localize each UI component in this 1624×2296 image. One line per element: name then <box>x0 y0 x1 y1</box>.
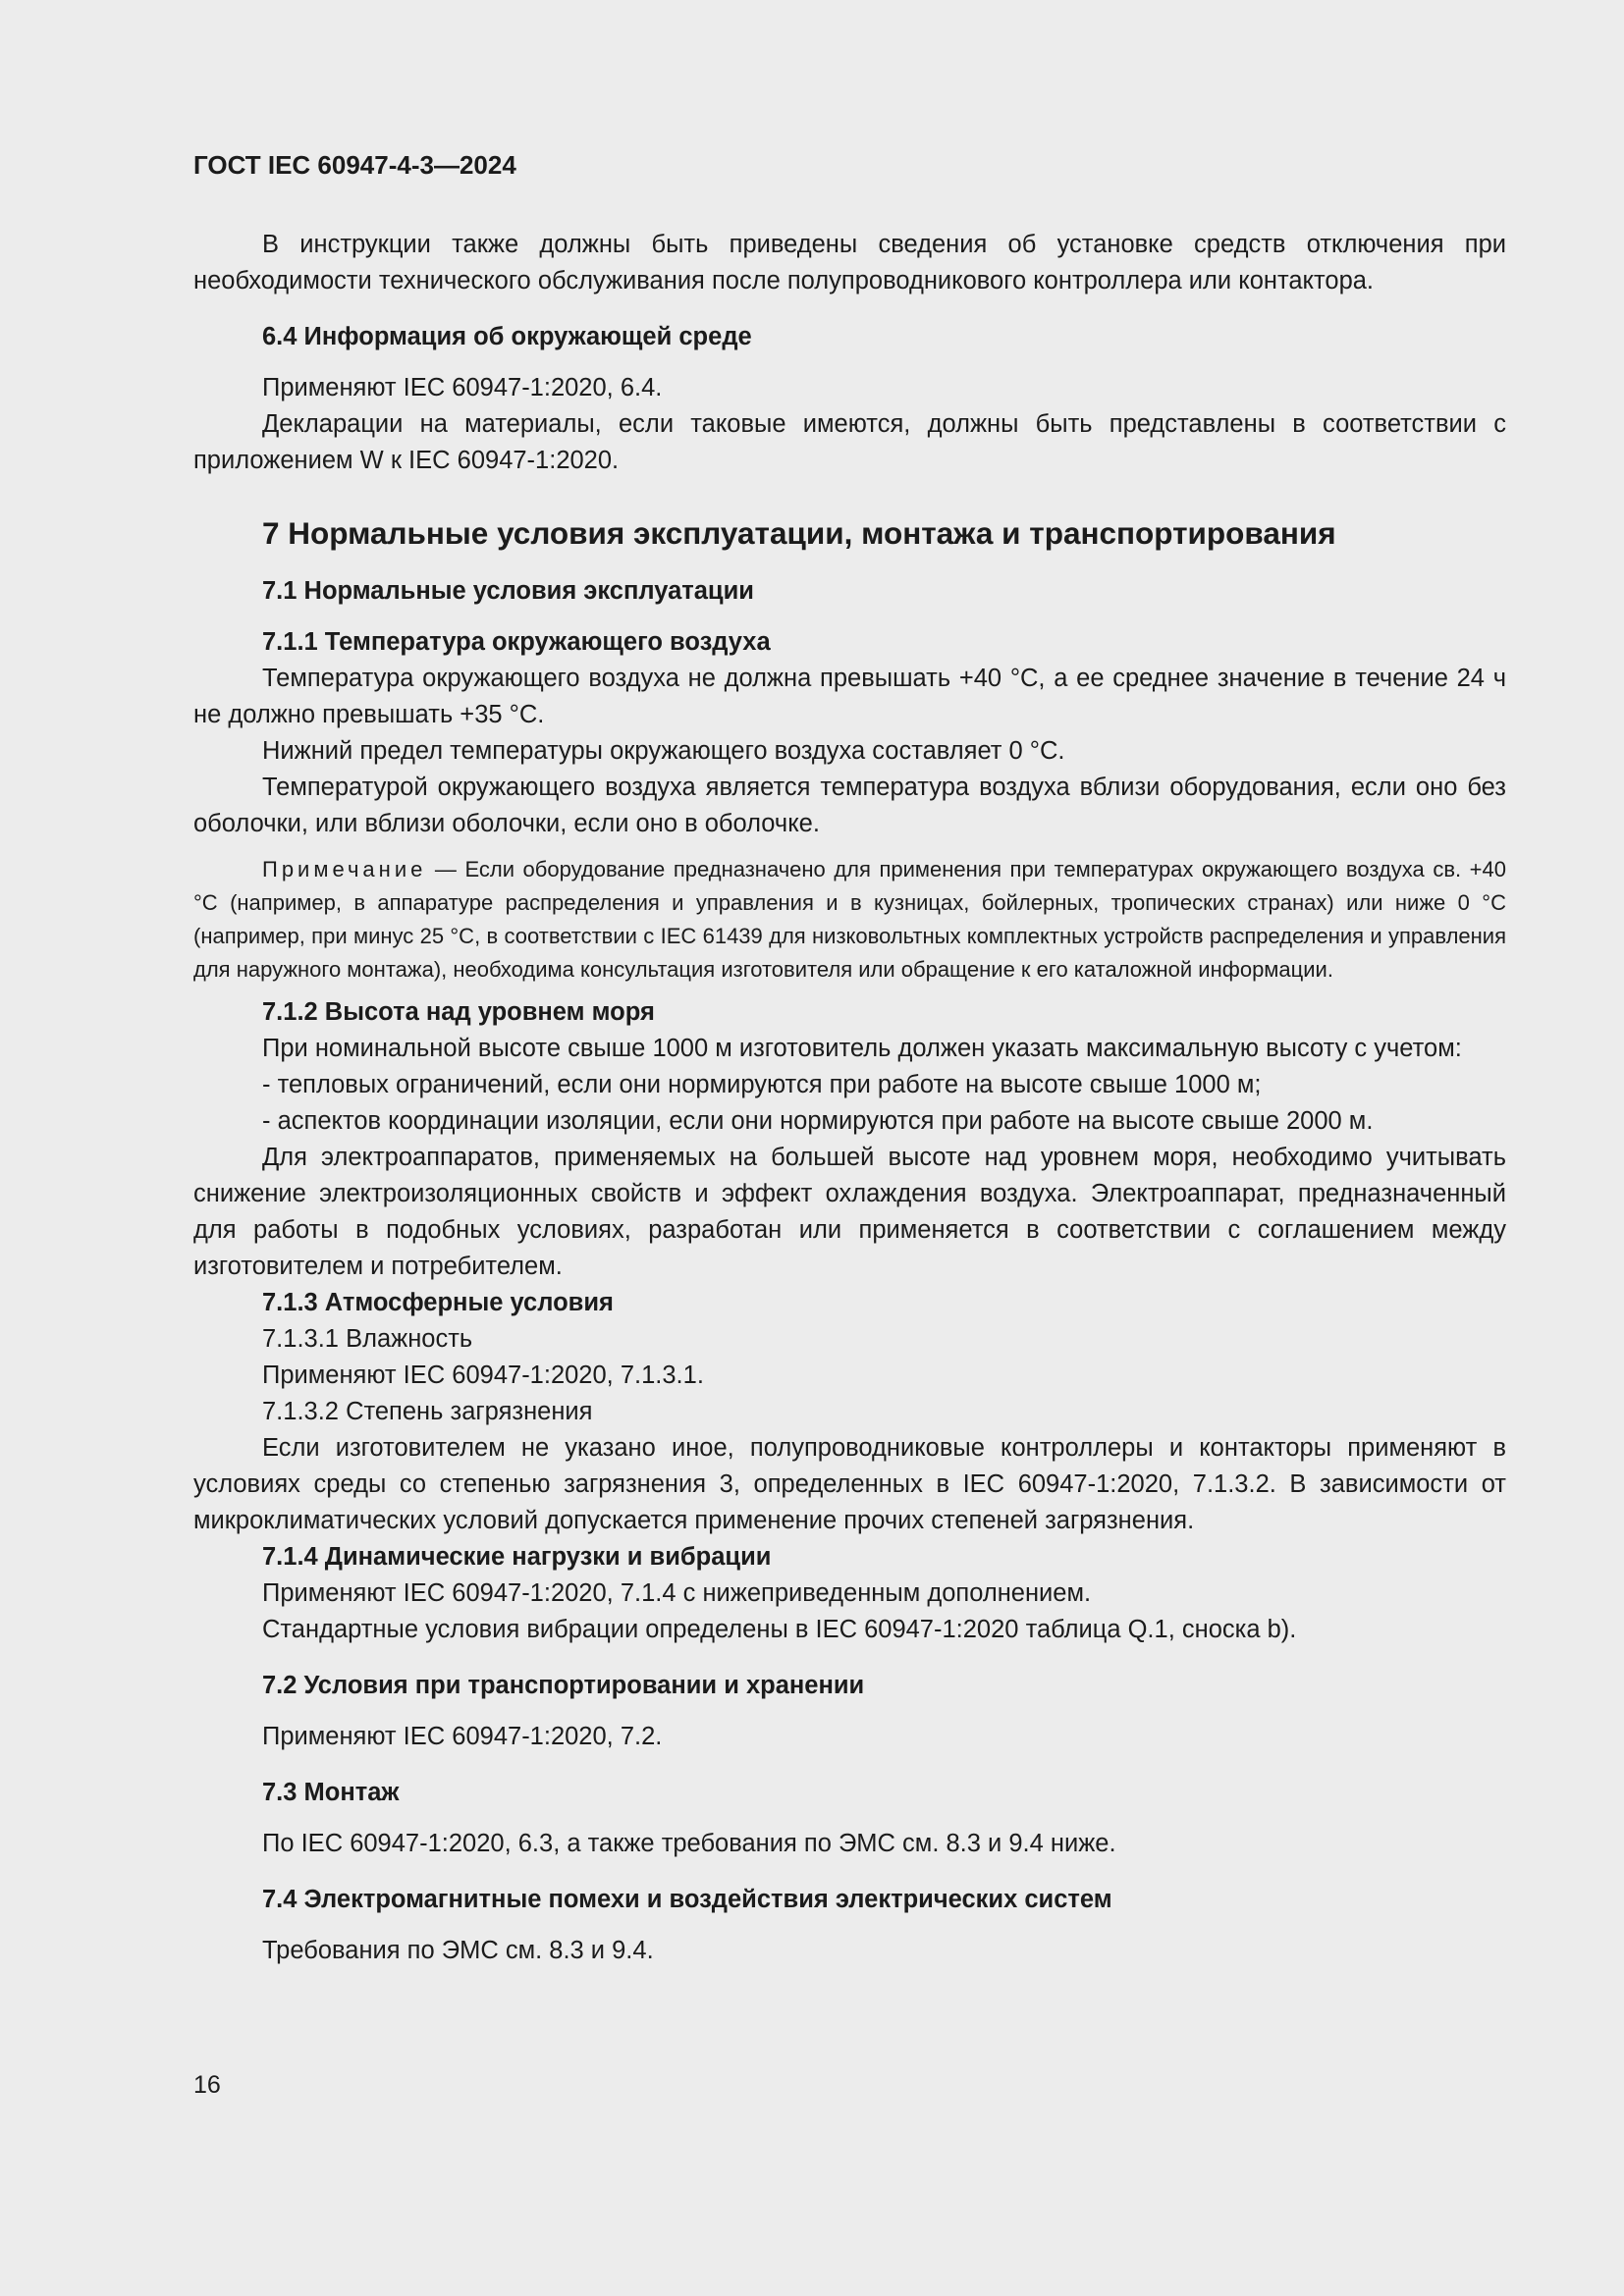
paragraph: Температура окружающего воздуха не должна превышать +40 °C, а ее среднее значение в течение 24 ч не должно превышать +35 °C. <box>193 665 1506 728</box>
note-label: Примечание <box>262 857 427 881</box>
subsection-heading: 7.1.2 Высота над уровнем моря <box>262 998 655 1026</box>
paragraph: Требования по ЭМС см. 8.3 и 9.4. <box>262 1937 654 1964</box>
subsection-heading: 7.1.4 Динамические нагрузки и вибрации <box>262 1543 772 1571</box>
note-text: — Если оборудование предназначено для применения при температурах окружающего воздуха св. +40 °C (например, в аппаратуре распределения и управления и в кузницах, бойлерных, тропических странах) или ниже 0 °C (например, при минус 25 °C, в соответствии с IEC 61439 для низковольтных комплектных устройств распределения и управления для наружного монтажа), необходима консультация изготовителя или обращение к его каталожной информации. <box>193 857 1506 982</box>
paragraph: Декларации на материалы, если таковые имеются, должны быть представлены в соответствии с приложением W к IEC 60947-1:2020. <box>193 410 1506 474</box>
list-item: - тепловых ограничений, если они нормируются при работе на высоте свыше 1000 м; <box>262 1071 1262 1098</box>
note <box>193 853 1506 987</box>
subsection-heading: 7.1.1 Температура окружающего воздуха <box>262 628 771 656</box>
section-heading: 7.4 Электромагнитные помехи и воздействия электрических систем <box>262 1886 1112 1913</box>
page-content <box>193 147 1506 1969</box>
section-heading: 7.1 Нормальные условия эксплуатации <box>262 577 754 605</box>
section-heading: 7.2 Условия при транспортировании и хранении <box>262 1672 865 1699</box>
paragraph: При номинальной высоте свыше 1000 м изготовитель должен указать максимальную высоту с учетом: <box>262 1035 1462 1062</box>
clause-heading: 7.1.3.1 Влажность <box>262 1325 473 1353</box>
paragraph: Применяют IEC 60947-1:2020, 6.4. <box>262 374 663 401</box>
clause-heading: 7.1.3.2 Степень загрязнения <box>262 1398 593 1425</box>
section-heading: 7.3 Монтаж <box>262 1779 400 1806</box>
list-item: - аспектов координации изоляции, если они нормируются при работе на высоте свыше 2000 м. <box>262 1107 1374 1135</box>
page-number: 16 <box>193 2071 221 2099</box>
section-heading: 6.4 Информация об окружающей среде <box>262 323 752 350</box>
paragraph: Если изготовителем не указано иное, полупроводниковые контроллеры и контакторы применяют в условиях среды со степенью загрязнения 3, определенных в IEC 60947-1:2020, 7.1.3.2. В зависимости от микроклиматических условий допускается применение прочих степеней загрязнения. <box>193 1434 1506 1534</box>
paragraph: Для электроаппаратов, применяемых на большей высоте над уровнем моря, необходимо учитывать снижение электроизоляционных свойств и эффект охлаждения воздуха. Электроаппарат, предназначенный для работы в подобных условиях, разработан или применяется в соответствии с соглашением между изготовителем и потребителем. <box>193 1144 1506 1280</box>
paragraph: Применяют IEC 60947-1:2020, 7.1.4 с нижеприведенным дополнением. <box>262 1579 1092 1607</box>
subsection-heading: 7.1.3 Атмосферные условия <box>262 1289 614 1316</box>
document-header: ГОСТ IEC 60947-4-3—2024 <box>193 150 516 180</box>
paragraph: По IEC 60947-1:2020, 6.3, а также требования по ЭМС см. 8.3 и 9.4 ниже. <box>262 1830 1116 1857</box>
paragraph: В инструкции также должны быть приведены сведения об установке средств отключения при необходимости технического обслуживания после полупроводникового контроллера или контактора. <box>193 231 1506 294</box>
paragraph: Применяют IEC 60947-1:2020, 7.1.3.1. <box>262 1362 704 1389</box>
paragraph: Стандартные условия вибрации определены в IEC 60947-1:2020 таблица Q.1, сноска b). <box>262 1616 1297 1643</box>
paragraph: Температурой окружающего воздуха является температура воздуха вблизи оборудования, если оно без оболочки, или вблизи оболочки, если оно в оболочке. <box>193 774 1506 837</box>
chapter-heading: 7 Нормальные условия эксплуатации, монтажа и транспортирования <box>262 515 1336 551</box>
paragraph: Применяют IEC 60947-1:2020, 7.2. <box>262 1723 663 1750</box>
paragraph: Нижний предел температуры окружающего воздуха составляет 0 °C. <box>262 737 1065 765</box>
